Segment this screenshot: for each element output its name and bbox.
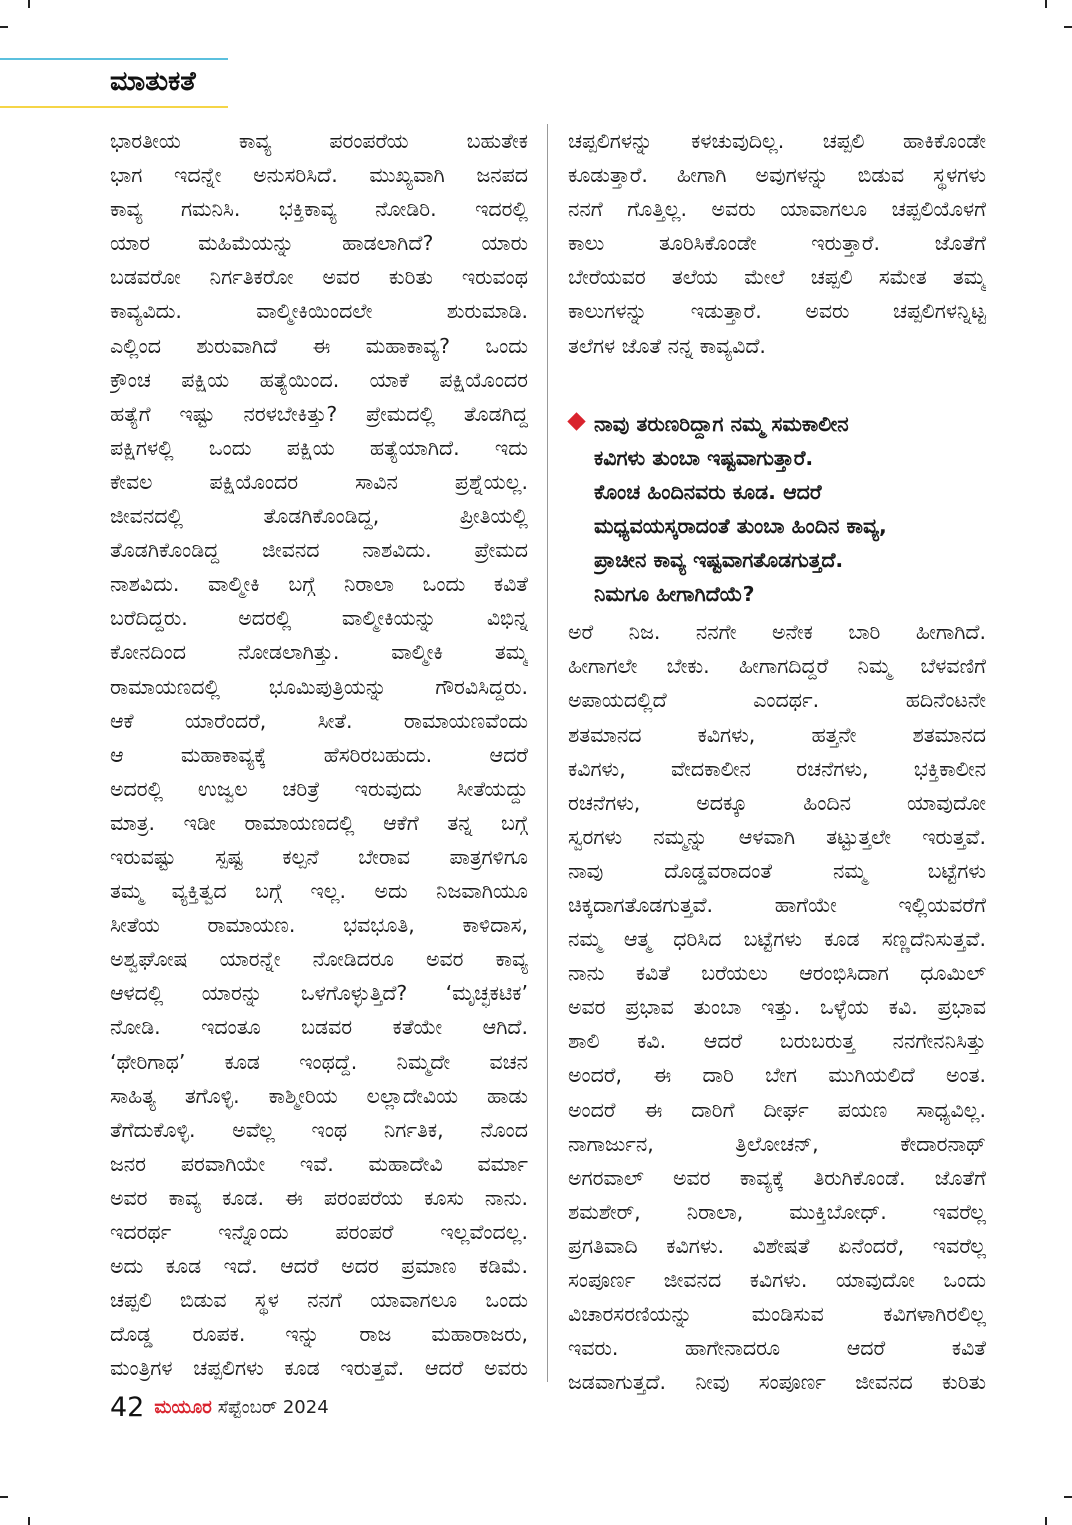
text-line: ಬಡವರೋ ನಿರ್ಗತಿಕರೋ ಅವರ ಕುರಿತು ಇರುವಂಥ	[110, 265, 528, 290]
text-line: ನಾವು ತರುಣರಿದ್ದಾಗ ನಮ್ಮ ಸಮಕಾಲೀನ	[594, 411, 849, 436]
section-title: ಮಾತುಕತೆ	[110, 66, 196, 97]
text-line: ಅದರಲ್ಲಿ ಉಜ್ವಲ ಚರಿತ್ರೆ ಇರುವುದು ಸೀತೆಯದ್ದು	[110, 776, 528, 801]
text-line: ನಾಗಾರ್ಜುನ, ತ್ರಿಲೋಚನ್, ಕೇದಾರನಾಥ್	[568, 1131, 986, 1156]
crop-mark	[28, 1517, 30, 1525]
crop-mark	[1045, 0, 1047, 8]
text-line: ಸಾಹಿತ್ಯ ತಗೊಳ್ಳಿ. ಕಾಶ್ಮೀರಿಯ ಲಲ್ಲಾದೇವಿಯ ಹಾಡು	[110, 1083, 528, 1108]
text-line: ರಚನೆಗಳು, ಅದಕ್ಕೂ ಹಿಂದಿನ ಯಾವುದೋ	[568, 790, 986, 815]
text-line: ಕಾವ್ಯ ಗಮನಿಸಿ. ಭಕ್ತಿಕಾವ್ಯ ನೋಡಿರಿ. ಇದರಲ್ಲಿ	[110, 197, 528, 222]
text-line: ಪಕ್ಷಿಗಳಲ್ಲಿ ಒಂದು ಪಕ್ಷಿಯ ಹತ್ಯೆಯಾಗಿದೆ. ಇದು	[110, 435, 528, 460]
page-number: 42	[110, 1392, 145, 1423]
text-line: ಜನರ ಪರವಾಗಿಯೇ ಇವೆ. ಮಹಾದೇವಿ ವರ್ಮಾ	[110, 1151, 528, 1176]
text-line: ಚಪ್ಪಲಿ ಬಿಡುವ ಸ್ಥಳ ನನಗೆ ಯಾವಾಗಲೂ ಒಂದು	[110, 1288, 528, 1313]
header-top-rule	[0, 58, 228, 60]
text-line: ಇದರರ್ಥ ಇನ್ನೊಂದು ಪರಂಪರೆ ಇಲ್ಲವೆಂದಲ್ಲ.	[110, 1220, 528, 1244]
text-line: ಯಾರ ಮಹಿಮೆಯನ್ನು ಹಾಡಲಾಗಿದೆ? ಯಾರು	[110, 231, 528, 256]
text-line: ‘ಥೇರಿಗಾಥ’ ಕೂಡ ಇಂಥದ್ದೆ. ನಿಮ್ಮದೇ ವಚನ	[110, 1049, 528, 1074]
text-line: ಅಂದರೆ, ಈ ದಾರಿ ಬೇಗ ಮುಗಿಯಲಿದೆ ಅಂತ.	[568, 1063, 986, 1088]
text-line: ರಾಮಾಯಣದಲ್ಲಿ ಭೂಮಿಪುತ್ರಿಯನ್ನು ಗೌರವಿಸಿದ್ದರು.	[110, 674, 528, 699]
text-line: ಹೀಗಾಗಲೇ ಬೇಕು. ಹೀಗಾಗದಿದ್ದರೆ ನಿಮ್ಮ ಬೆಳವಣಿಗೆ	[568, 654, 986, 679]
text-line: ದೊಡ್ಡ ರೂಪಕ. ಇನ್ನು ರಾಜ ಮಹಾರಾಜರು,	[110, 1322, 528, 1347]
text-line: ಭಾಗ ಇದನ್ನೇ ಅನುಸರಿಸಿದೆ. ಮುಖ್ಯವಾಗಿ ಜನಪದ	[110, 163, 528, 188]
crop-mark	[0, 26, 8, 28]
text-line: ಆ ಮಹಾಕಾವ್ಯಕ್ಕೆ ಹೆಸರಿರಬಹುದು. ಆದರೆ	[110, 742, 528, 767]
text-line: ಕೋನದಿಂದ ನೋಡಲಾಗಿತ್ತು. ವಾಲ್ಮೀಕಿ ತಮ್ಮ	[110, 640, 528, 665]
header-bottom-rule	[0, 106, 228, 108]
text-line: ಕ್ರೌಂಚ ಪಕ್ಷಿಯ ಹತ್ಯೆಯಿಂದ. ಯಾಕೆ ಪಕ್ಷಿಯೊಂದರ	[110, 367, 528, 392]
text-line: ನಾವು ದೊಡ್ಡವರಾದಂತೆ ನಮ್ಮ ಬಟ್ಟೆಗಳು	[568, 858, 986, 883]
page-footer	[110, 1392, 329, 1423]
magazine-logo: ಮಯೂರ	[154, 1397, 212, 1418]
text-line: ಜಡವಾಗುತ್ತದೆ. ನೀವು ಸಂಪೂರ್ಣ ಜೀವನದ ಕುರಿತು	[568, 1370, 986, 1395]
text-line: ಬೇರೆಯವರ ತಲೆಯ ಮೇಲೆ ಚಪ್ಪಲಿ ಸಮೇತ ತಮ್ಮ	[568, 265, 986, 290]
text-line: ಸ್ವರಗಳು ನಮ್ಮನ್ನು ಆಳವಾಗಿ ತಟ್ಟುತ್ತಲೇ ಇರುತ್ತವೆ.	[568, 824, 986, 849]
text-line: ಕಾಲುಗಳನ್ನು ಇಡುತ್ತಾರೆ. ಅವರು ಚಪ್ಪಲಿಗಳನ್ನಿಟ್ಟ	[568, 299, 986, 324]
text-line: ಅಪಾಯದಲ್ಲಿದೆ ಎಂದರ್ಥ. ಹದಿನೆಂಟನೇ	[568, 688, 986, 713]
text-line: ನಮ್ಮ ಆತ್ಮ ಧರಿಸಿದ ಬಟ್ಟೆಗಳು ಕೂಡ ಸಣ್ಣದೆನಿಸುತ್ತವೆ.	[568, 927, 986, 952]
text-line: ಆಕೆ ಯಾರೆಂದರೆ, ಸೀತೆ. ರಾಮಾಯಣವೆಂದು	[110, 708, 528, 733]
question-text	[594, 407, 986, 612]
left-column	[110, 124, 528, 1385]
crop-mark	[1064, 1496, 1072, 1498]
text-line: ಮಾತ್ರ. ಇಡೀ ರಾಮಾಯಣದಲ್ಲಿ ಆಕೆಗೆ ತನ್ನ ಬಗ್ಗೆ	[110, 810, 528, 835]
text-line: ಆಳದಲ್ಲಿ ಯಾರನ್ನು ಒಳಗೊಳ್ಳುತ್ತಿದೆ? ‘ಮೃಚ್ಛಕಟಿಕ’	[110, 981, 528, 1006]
text-line: ಅಗರವಾಲ್ ಅವರ ಕಾವ್ಯಕ್ಕೆ ತಿರುಗಿಕೊಂಡೆ. ಜೊತೆಗೆ	[568, 1165, 986, 1190]
text-line: ಅಶ್ವಘೋಷ ಯಾರನ್ನೇ ನೋಡಿದರೂ ಅವರ ಕಾವ್ಯ	[110, 947, 528, 972]
text-line: ಶಮಶೇರ್, ನಿರಾಲಾ, ಮುಕ್ತಿಬೋಧ್. ಇವರೆಲ್ಲ	[568, 1199, 986, 1224]
text-line: ತಲೆಗಳ ಜೊತೆ ನನ್ನ ಕಾವ್ಯವಿದೆ.	[568, 333, 766, 358]
text-line: ಇರುವಷ್ಟು ಸ್ಪಷ್ಟ ಕಲ್ಪನೆ ಬೇರಾವ ಪಾತ್ರಗಳಿಗೂ	[110, 844, 528, 869]
text-line: ಜೀವನದಲ್ಲಿ ತೊಡಗಿಕೊಂಡಿದ್ದ, ಪ್ರೀತಿಯಲ್ಲಿ	[110, 504, 528, 529]
right-column-text	[568, 124, 986, 363]
text-line: ಕೊಂಚ ಹಿಂದಿನವರು ಕೂಡ. ಆದರೆ	[594, 479, 822, 504]
text-line: ಕವಿಗಳು, ವೇದಕಾಲೀನ ರಚನೆಗಳು, ಭಕ್ತಿಕಾಲೀನ	[568, 756, 986, 781]
text-line: ಅಂದರೆ ಈ ದಾರಿಗೆ ದೀರ್ಘ ಪಯಣ ಸಾಧ್ಯವಿಲ್ಲ.	[568, 1097, 986, 1122]
text-line: ತೊಡಗಿಕೊಂಡಿದ್ದ ಜೀವನದ ನಾಶವಿದು. ಪ್ರೇಮದ	[110, 538, 528, 563]
text-line: ಅವರ ಪ್ರಭಾವ ತುಂಬಾ ಇತ್ತು. ಒಳ್ಳೆಯ ಕವಿ. ಪ್ರಭಾವ	[568, 995, 986, 1020]
text-line: ಶತಮಾನದ ಕವಿಗಳು, ಹತ್ತನೇ ಶತಮಾನದ	[568, 722, 986, 747]
text-line: ಅವರ ಕಾವ್ಯ ಕೂಡ. ಈ ಪರಂಪರೆಯ ಕೂಸು ನಾನು.	[110, 1185, 528, 1210]
text-line: ಬರೆದಿದ್ದರು. ಅದರಲ್ಲಿ ವಾಲ್ಮೀಕಿಯನ್ನು ವಿಭಿನ್ನ	[110, 606, 528, 631]
diamond-bullet-icon	[567, 412, 585, 430]
text-line: ತಮ್ಮ ವ್ಯಕ್ತಿತ್ವದ ಬಗ್ಗೆ ಇಲ್ಲ. ಅದು ನಿಜವಾಗಿಯೂ	[110, 879, 528, 904]
right-column	[568, 124, 986, 1399]
text-line: ಕವಿಗಳು ತುಂಬಾ ಇಷ್ಟವಾಗುತ್ತಾರೆ.	[594, 445, 814, 470]
text-line: ಕೂಡುತ್ತಾರೆ. ಹೀಗಾಗಿ ಅವುಗಳನ್ನು ಬಿಡುವ ಸ್ಥಳಗಳು	[568, 163, 986, 188]
text-line: ನಿಮಗೂ ಹೀಗಾಗಿದೆಯೆ?	[594, 582, 755, 607]
text-line: ನಾನು ಕವಿತೆ ಬರೆಯಲು ಆರಂಭಿಸಿದಾಗ ಧೂಮಿಲ್	[568, 961, 986, 986]
answer-text	[568, 615, 986, 1399]
text-line: ಅದು ಕೂಡ ಇದೆ. ಆದರೆ ಅದರ ಪ್ರಮಾಣ ಕಡಿಮೆ.	[110, 1254, 528, 1279]
text-line: ವಿಚಾರಸರಣಿಯನ್ನು ಮಂಡಿಸುವ ಕವಿಗಳಾಗಿರಲಿಲ್ಲ	[568, 1302, 986, 1327]
text-line: ಕಾಲು ತೂರಿಸಿಕೊಂಡೇ ಇರುತ್ತಾರೆ. ಜೊತೆಗೆ	[568, 231, 986, 256]
crop-mark	[0, 1496, 8, 1498]
text-line: ಮಂತ್ರಿಗಳ ಚಪ್ಪಲಿಗಳು ಕೂಡ ಇರುತ್ತವೆ. ಆದರೆ ಅವರು	[110, 1356, 528, 1381]
text-line: ಕೇವಲ ಪಕ್ಷಿಯೊಂದರ ಸಾವಿನ ಪ್ರಶ್ನೆಯಲ್ಲ.	[110, 469, 528, 494]
text-line: ಸಂಪೂರ್ಣ ಜೀವನದ ಕವಿಗಳು. ಯಾವುದೋ ಒಂದು	[568, 1268, 986, 1292]
text-line: ಸೀತೆಯ ರಾಮಾಯಣ. ಭವಭೂತಿ, ಕಾಳಿದಾಸ,	[110, 913, 528, 938]
text-line: ಕಾವ್ಯವಿದು. ವಾಲ್ಮೀಕಿಯಿಂದಲೇ ಶುರುಮಾಡಿ.	[110, 299, 528, 324]
issue-date: ಸೆಪ್ಟೆಂಬರ್ 2024	[217, 1397, 329, 1418]
crop-mark	[28, 0, 30, 8]
text-line: ನಾಶವಿದು. ವಾಲ್ಮೀಕಿ ಬಗ್ಗೆ ನಿರಾಲಾ ಒಂದು ಕವಿತೆ	[110, 572, 528, 597]
text-line: ನೋಡಿ. ಇದಂತೂ ಬಡವರ ಕತೆಯೇ ಆಗಿದೆ.	[110, 1015, 528, 1040]
text-line: ಹತ್ಯೆಗೆ ಇಷ್ಟು ನರಳಬೇಕಿತ್ತು? ಪ್ರೇಮದಲ್ಲಿ ತೊಡಗಿದ್ದ	[110, 401, 528, 426]
interview-question	[568, 407, 986, 612]
text-line: ಪ್ರಗತಿವಾದಿ ಕವಿಗಳು. ವಿಶೇಷತೆ ಏನೆಂದರೆ, ಇವರೆಲ್ಲ	[568, 1233, 986, 1258]
text-line: ಪ್ರಾಚೀನ ಕಾವ್ಯ ಇಷ್ಟವಾಗತೊಡಗುತ್ತದೆ.	[594, 548, 844, 573]
crop-mark	[1064, 26, 1072, 28]
text-line: ಚಿಕ್ಕದಾಗತೊಡಗುತ್ತವೆ. ಹಾಗೆಯೇ ಇಲ್ಲಿಯವರೆಗೆ	[568, 892, 986, 917]
crop-mark	[1045, 1517, 1047, 1525]
text-line: ಭಾರತೀಯ ಕಾವ್ಯ ಪರಂಪರೆಯ ಬಹುತೇಕ	[110, 129, 528, 153]
text-line: ಶಾಲಿ ಕವಿ. ಆದರೆ ಬರುಬರುತ್ತ ನನಗೇನನಿಸಿತ್ತು	[568, 1029, 986, 1054]
text-line: ತೆಗೆದುಕೊಳ್ಳಿ. ಅವೆಲ್ಲ ಇಂಥ ನಿರ್ಗತಿಕ, ನೊಂದ	[110, 1117, 528, 1142]
text-line: ಎಲ್ಲಿಂದ ಶುರುವಾಗಿದೆ ಈ ಮಹಾಕಾವ್ಯ? ಒಂದು	[110, 333, 528, 358]
text-line: ಮಧ್ಯವಯಸ್ಕರಾದಂತೆ ತುಂಬಾ ಹಿಂದಿನ ಕಾವ್ಯ,	[594, 513, 887, 538]
column-divider	[547, 124, 548, 1382]
text-line: ಅರೆ ನಿಜ. ನನಗೇ ಅನೇಕ ಬಾರಿ ಹೀಗಾಗಿದೆ.	[568, 620, 986, 645]
text-line: ಚಪ್ಪಲಿಗಳನ್ನು ಕಳಚುವುದಿಲ್ಲ. ಚಪ್ಪಲಿ ಹಾಕಿಕೊಂಡೇ	[568, 129, 986, 153]
text-line: ಇವರು. ಹಾಗೇನಾದರೂ ಆದರೆ ಕವಿತೆ	[568, 1336, 986, 1361]
section-header	[0, 58, 232, 110]
text-line: ನನಗೆ ಗೊತ್ತಿಲ್ಲ. ಅವರು ಯಾವಾಗಲೂ ಚಪ್ಪಲಿಯೊಳಗೆ	[568, 197, 986, 222]
